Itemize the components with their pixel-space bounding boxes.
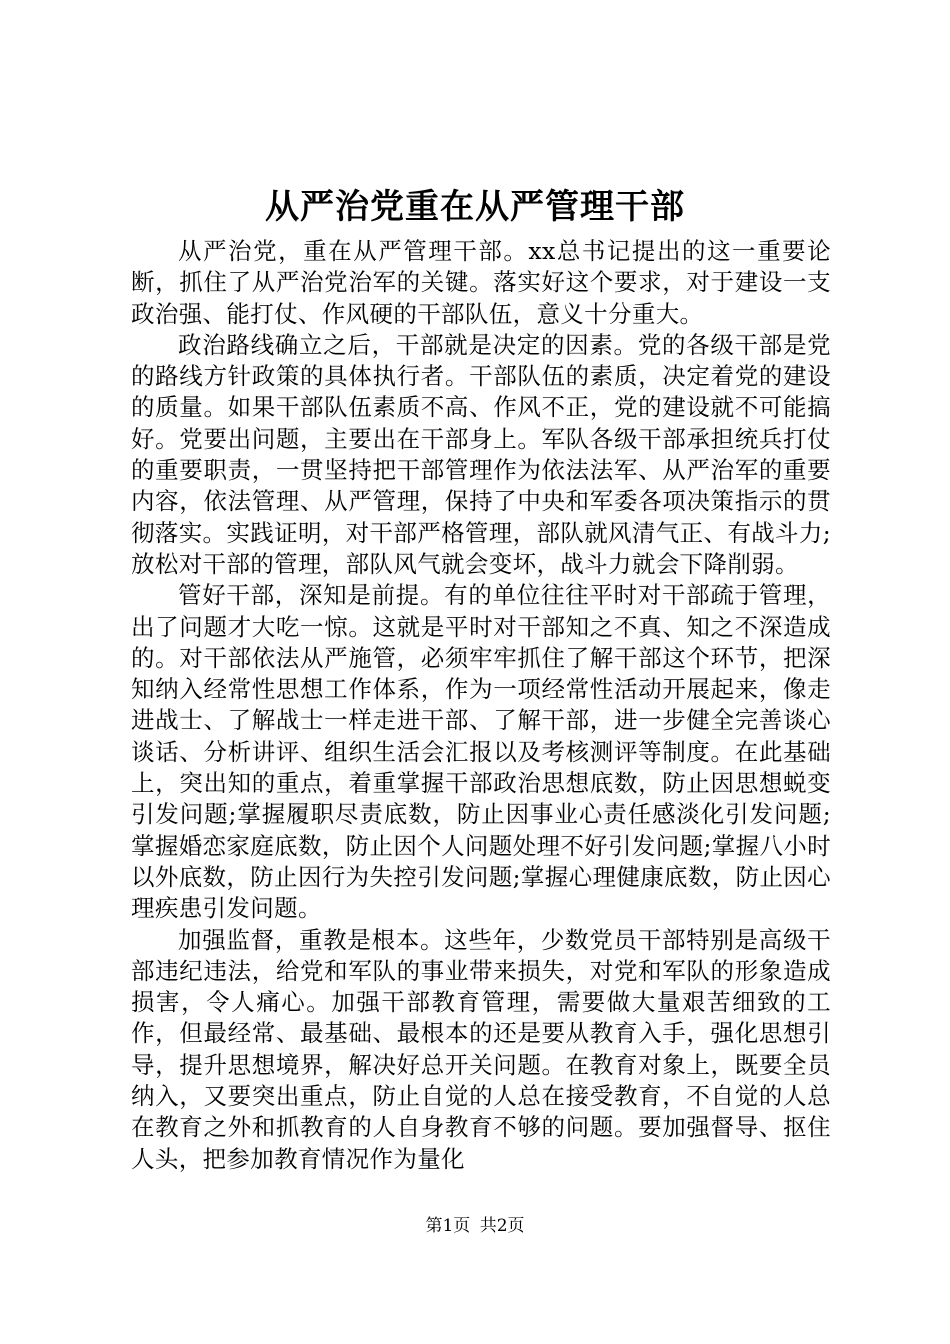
page-footer (0, 1214, 950, 1238)
paragraph-2: 政治路线确立之后，干部就是决定的因素。党的各级干部是党的路线方针政策的具体执行者。干部队伍的素质，决定着党的建设的质量。如果干部队伍素质不高、作风不正，党的建设就不可能搞好。党要出问题，主要出在干部身上。军队各级干部承担统兵打仗的重要职责，一贯坚持把干部管理作为依法法军、从严治军的重要内容，依法管理、从严管理，保持了中央和军委各项决策指示的贯彻落实。实践证明，对干部严格管理，部队就风清气正、有战斗力;放松对干部的管理，部队风气就会变坏，战斗力就会下降削弱。 (131, 330, 831, 578)
document-body (131, 236, 831, 1175)
page-total: 共2页 (479, 1216, 525, 1236)
paragraph-1: 从严治党，重在从严管理干部。xx总书记提出的这一重要论断，抓住了从严治党治军的关键。落实好这个要求，对于建设一支政治强、能打仗、作风硬的干部队伍，意义十分重大。 (131, 237, 831, 328)
paragraph-3: 管好干部，深知是前提。有的单位往往平时对干部疏于管理，出了问题才大吃一惊。这就是平时对干部知之不真、知之不深造成的。对干部依法从严施管，必须牢牢抓住了解干部这个环节，把深知纳入经常性思想工作体系，作为一项经常性活动开展起来，像走进战士、了解战士一样走进干部、了解干部，进一步健全完善谈心谈话、分析讲评、组织生活会汇报以及考核测评等制度。在此基础上，突出知的重点，着重掌握干部政治思想底数，防止因思想蜕变引发问题;掌握履职尽责底数，防止因事业心责任感淡化引发问题;掌握婚恋家庭底数，防止因个人问题处理不好引发问题;掌握八小时以外底数，防止因行为失控引发问题;掌握心理健康底数，防止因心理疾患引发问题。 (131, 581, 831, 923)
paragraph-4: 加强监督，重教是根本。这些年，少数党员干部特别是高级干部违纪违法，给党和军队的事业带来损失，对党和军队的形象造成损害，令人痛心。加强干部教育管理，需要做大量艰苦细致的工作，但最经常、最基础、最根本的还是要从教育入手，强化思想引导，提升思想境界，解决好总开关问题。在教育对象上，既要全员纳入，又要突出重点，防止自觉的人总在接受教育，不自觉的人总在教育之外和抓教育的人自身教育不够的问题。要加强督导、抠住人头，把参加教育情况作为量化 (131, 925, 831, 1173)
document-title: 从严治党重在从严管理干部 (265, 187, 685, 227)
page-number: 第1页 (425, 1216, 471, 1236)
